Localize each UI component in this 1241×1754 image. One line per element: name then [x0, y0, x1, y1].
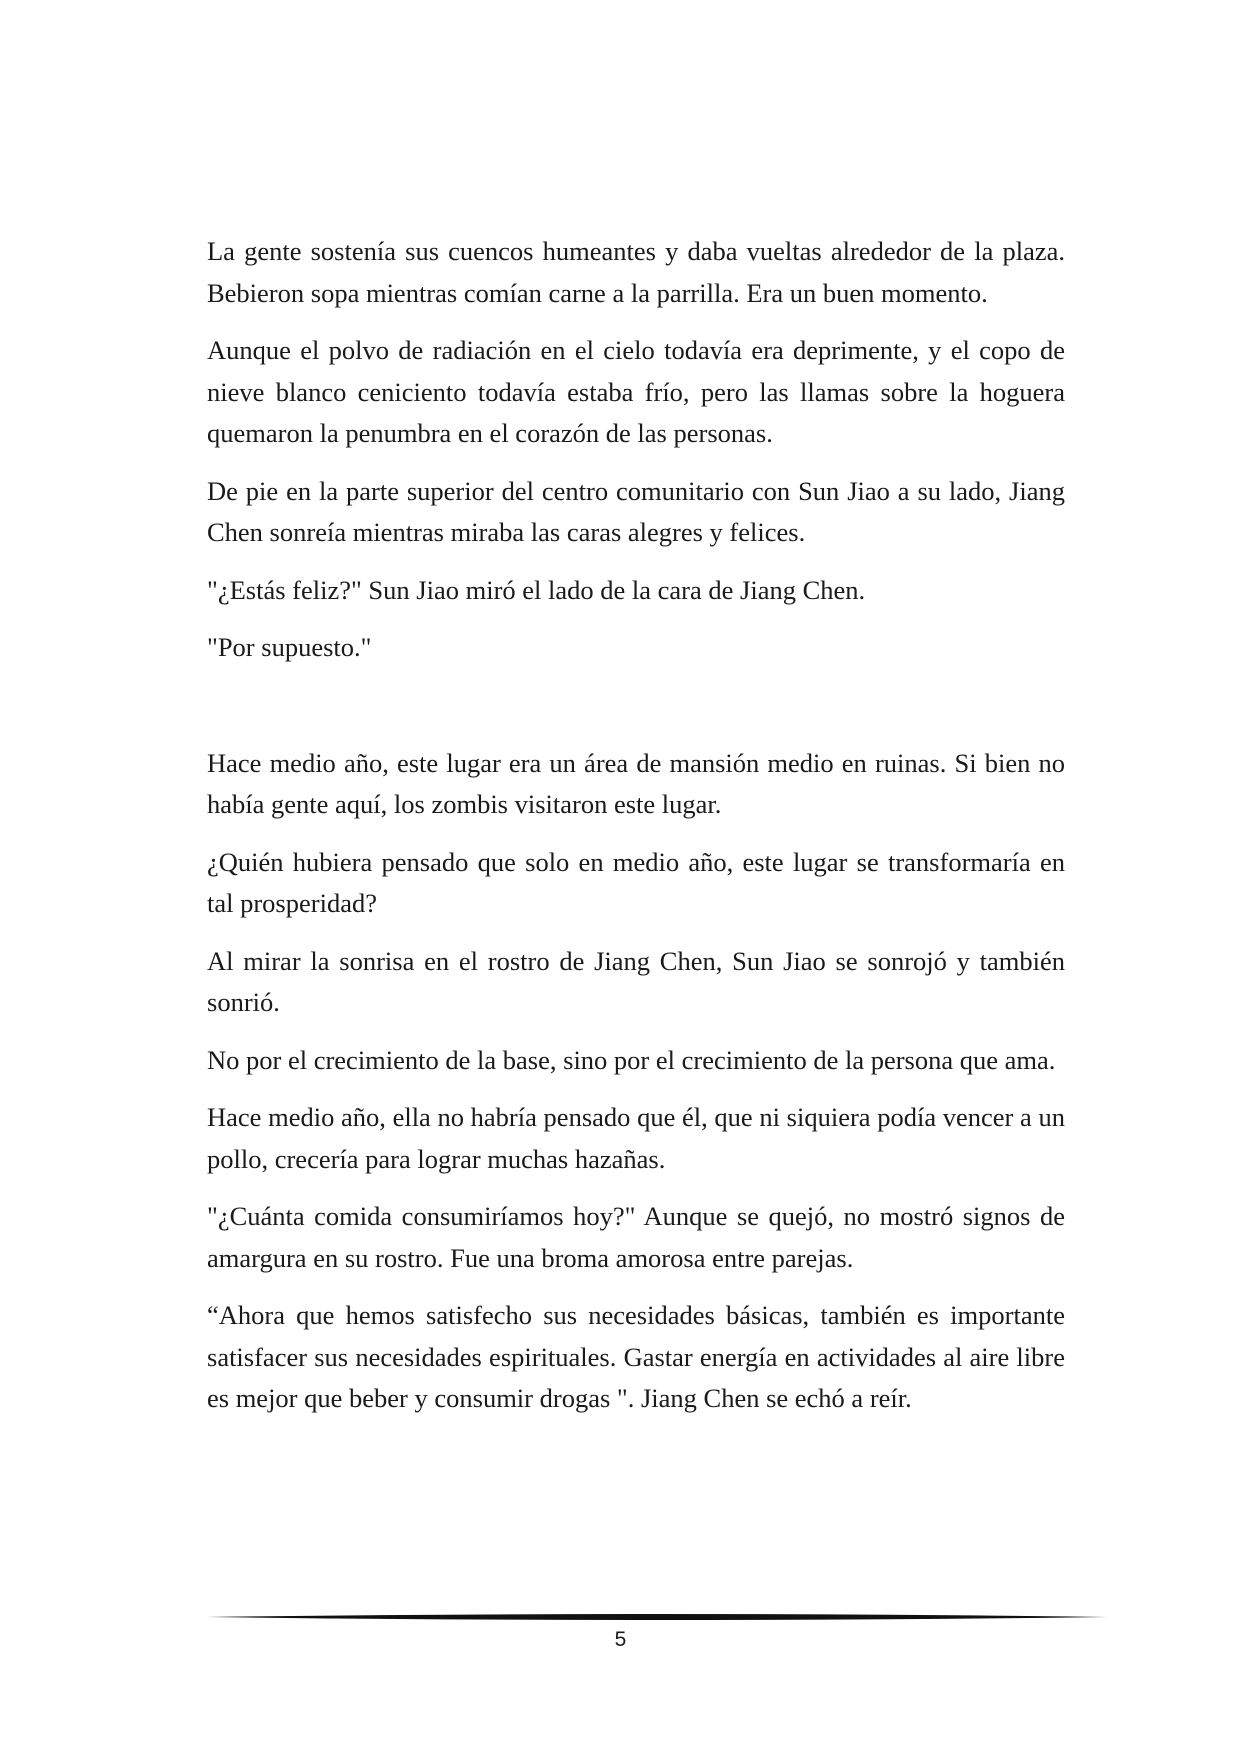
paragraph: "Por supuesto.": [207, 632, 372, 662]
paragraph: "¿Cuánta comida consumiríamos hoy?" Aunque se quejó, no mostró signos de amargura en su rostro. Fue una broma amorosa entre parejas.: [207, 1201, 1065, 1273]
paragraph: "¿Estás feliz?" Sun Jiao miró el lado de la cara de Jiang Chen.: [207, 574, 866, 605]
paragraph: De pie en la parte superior del centro comunitario con Sun Jiao a su lado, Jiang Chen sonreía mientras miraba las caras alegres y felices.: [207, 475, 1065, 547]
paragraph: La gente sostenía sus cuencos humeantes y daba vueltas alrededor de la plaza. Bebieron sopa mientras comían carne a la parrilla. Era un buen momento.: [207, 236, 1065, 308]
paragraph: No por el crecimiento de la base, sino por el crecimiento de la persona que ama.: [207, 1044, 1056, 1075]
paragraph: “Ahora que hemos satisfecho sus necesidades básicas, también es importante satisfacer sus necesidades espirituales. Gastar energía en actividades al aire libre es mejor que beber y consumir drogas ". Jiang Chen se echó a reír.: [207, 1300, 1065, 1413]
paragraph: Aunque el polvo de radiación en el cielo todavía era deprimente, y el copo de nieve blanco ceniciento todavía estaba frío, pero las llamas sobre la hoguera quemaron la penumbra en el corazón de las personas.: [207, 335, 1065, 448]
paragraph: Al mirar la sonrisa en el rostro de Jiang Chen, Sun Jiao se sonrojó y también sonrió.: [207, 945, 1065, 1017]
page-number: 5: [614, 1628, 627, 1651]
paragraph: Hace medio año, este lugar era un área de mansión medio en ruinas. Si bien no había gente aquí, los zombis visitaron este lugar.: [207, 747, 1065, 819]
paragraph: Hace medio año, ella no habría pensado que él, que ni siquiera podía vencer a un pollo, crecería para lograr muchas hazañas.: [207, 1102, 1065, 1174]
body-text: [207, 231, 1065, 1436]
footer-divider: [207, 1612, 1107, 1622]
paragraph: ¿Quién hubiera pensado que solo en medio año, este lugar se transformaría en tal prosperidad?: [207, 846, 1065, 918]
section-break: [207, 685, 1065, 743]
